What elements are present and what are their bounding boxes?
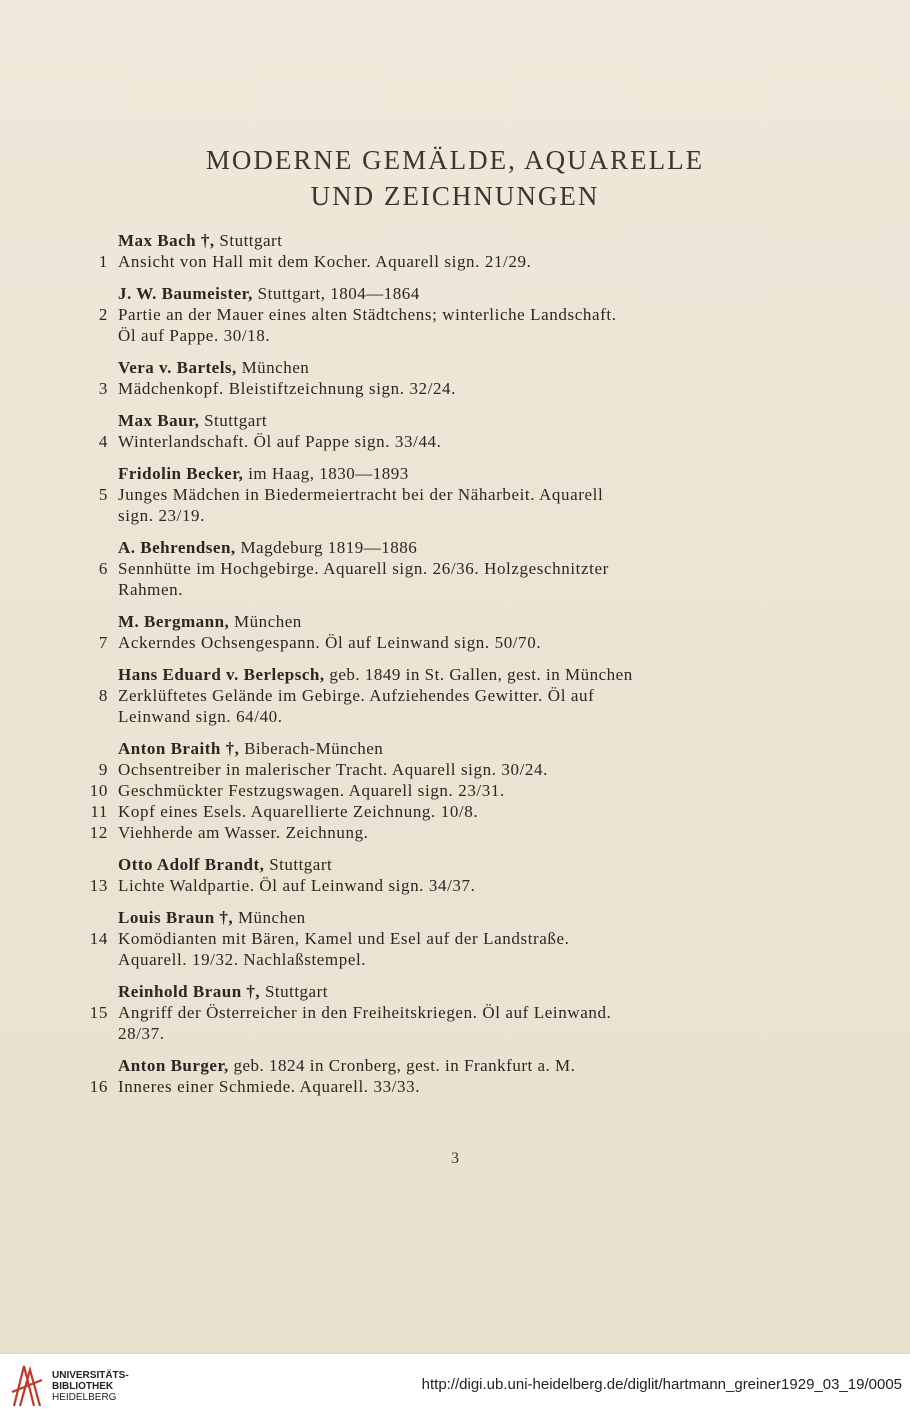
artist-heading [118, 357, 708, 378]
artist-name: Hans Eduard v. Berlepsch, [118, 665, 325, 684]
item-number: 2 [98, 305, 108, 324]
library-logo-text [52, 1370, 129, 1403]
artist-heading [118, 1055, 708, 1076]
item-number: 16 [89, 1077, 108, 1096]
item-number: 8 [98, 686, 108, 705]
item-number: 3 [98, 379, 108, 398]
artist-name: Louis Braun †, [118, 908, 234, 927]
catalog-item [90, 801, 708, 822]
item-description-line: Rahmen. [118, 580, 184, 599]
item-number: 14 [89, 929, 108, 948]
artist-name: Reinhold Braun †, [118, 982, 261, 1001]
artist-name: Otto Adolf Brandt, [118, 855, 265, 874]
catalog-item [89, 822, 708, 843]
item-description-line: Junges Mädchen in Biedermeiertracht bei der Näharbeit. Aquarell [118, 485, 604, 504]
artist-detail: Stuttgart, 1804—1864 [252, 284, 420, 303]
item-description-line: 28/37. [118, 1024, 165, 1043]
artist-heading [118, 410, 708, 431]
artist-heading [118, 738, 708, 759]
item-description-line: Ochsentreiber in malerischer Tracht. Aquarell sign. 30/24. [118, 760, 548, 779]
item-number: 15 [89, 1003, 108, 1022]
artist-detail: München [236, 358, 310, 377]
footer-bar [0, 1353, 910, 1419]
item-description-line: Kopf eines Esels. Aquarellierte Zeichnung. 10/8. [118, 802, 479, 821]
item-number: 12 [89, 823, 108, 842]
item-description-line: Winterlandschaft. Öl auf Pappe sign. 33/44. [118, 432, 442, 451]
artist-name: M. Bergmann, [118, 612, 230, 631]
artist-detail: Magdeburg 1819—1886 [235, 538, 418, 557]
item-description-line: sign. 23/19. [118, 506, 206, 525]
artist-name: Anton Burger, [118, 1056, 229, 1075]
artist-detail: Stuttgart [264, 855, 333, 874]
catalog-item [98, 759, 708, 780]
logo-line-1: UNIVERSITÄTS- [52, 1370, 129, 1381]
artist-detail: Stuttgart [214, 231, 283, 250]
catalog-item [89, 1002, 708, 1044]
artist-name: J. W. Baumeister, [118, 284, 253, 303]
catalog-item [89, 780, 708, 801]
artist-name: Max Bach †, [118, 231, 215, 250]
catalog-item [98, 484, 708, 526]
item-description-line: Öl auf Pappe. 30/18. [118, 326, 271, 345]
catalog-entries [89, 230, 708, 1097]
artist-heading [118, 981, 708, 1002]
artist-heading [118, 537, 708, 558]
artist-heading [118, 907, 708, 928]
item-description-line: Inneres einer Schmiede. Aquarell. 33/33. [118, 1077, 421, 1096]
item-description-line: Komödianten mit Bären, Kamel und Esel auf der Landstraße. [118, 929, 570, 948]
artist-name: Vera v. Bartels, [118, 358, 237, 377]
item-number: 6 [98, 559, 108, 578]
artist-detail: Stuttgart [260, 982, 328, 1001]
item-number: 9 [98, 760, 108, 779]
item-number: 7 [98, 633, 108, 652]
artist-detail: im Haag, 1830—1893 [243, 464, 409, 483]
item-description-line: Lichte Waldpartie. Öl auf Leinwand sign. 34/37. [118, 876, 476, 895]
item-description-line: Ackerndes Ochsengespann. Öl auf Leinwand sign. 50/70. [118, 633, 542, 652]
artist-name: Anton Braith †, [118, 739, 240, 758]
artist-heading [118, 463, 708, 484]
page-number: 3 [451, 1150, 459, 1167]
item-number: 5 [98, 485, 108, 504]
item-description-line: Angriff der Österreicher in den Freiheitskriegen. Öl auf Leinwand. [118, 1003, 612, 1022]
artist-name: Fridolin Becker, [118, 464, 244, 483]
item-description-line: Viehherde am Wasser. Zeichnung. [118, 823, 369, 842]
artist-detail: geb. 1849 in St. Gallen, gest. in München [324, 665, 633, 684]
artist-detail: Stuttgart [199, 411, 268, 430]
item-description-line: Partie an der Mauer eines alten Städtchens; winterliche Landschaft. [118, 305, 617, 324]
catalog-item [98, 304, 708, 346]
catalog-item [98, 632, 708, 653]
logo-line-3: HEIDELBERG [52, 1392, 117, 1403]
artist-name: Max Baur, [118, 411, 200, 430]
artist-heading [118, 230, 708, 251]
item-description-line: Mädchenkopf. Bleistiftzeichnung sign. 32/24. [118, 379, 457, 398]
catalog-item [89, 1076, 708, 1097]
catalog-item [89, 928, 708, 970]
catalog-item [98, 378, 708, 399]
logo-line-2: BIBLIOTHEK [52, 1381, 114, 1392]
artist-heading [118, 283, 708, 304]
item-description-line: Zerklüftetes Gelände im Gebirge. Aufziehendes Gewitter. Öl auf [118, 686, 595, 705]
item-description-line: Geschmückter Festzugswagen. Aquarell sign. 23/31. [118, 781, 505, 800]
library-logo-icon [10, 1362, 46, 1410]
item-number: 13 [89, 876, 108, 895]
item-number: 10 [89, 781, 108, 800]
source-url[interactable]: http://digi.ub.uni-heidelberg.de/diglit/hartmann_greiner1929_03_19/0005 [421, 1376, 902, 1393]
catalog-item [98, 431, 708, 452]
artist-detail: Biberach-München [239, 739, 384, 758]
catalog-item [89, 875, 708, 896]
item-description-line: Aquarell. 19/32. Nachlaßstempel. [118, 950, 367, 969]
catalog-item [98, 251, 708, 272]
item-number: 1 [98, 252, 108, 271]
artist-heading [118, 611, 708, 632]
item-number: 4 [98, 432, 108, 451]
artist-heading [118, 854, 708, 875]
title-line-2: UND ZEICHNUNGEN [310, 181, 600, 211]
artist-detail: geb. 1824 in Cronberg, gest. in Frankfurt a. M. [228, 1056, 576, 1075]
item-description-line: Leinwand sign. 64/40. [118, 707, 283, 726]
title-line-1: MODERNE GEMÄLDE, AQUARELLE [205, 145, 705, 175]
catalog-item [98, 558, 708, 600]
catalog-item [98, 685, 708, 727]
artist-heading [118, 664, 708, 685]
item-description-line: Ansicht von Hall mit dem Kocher. Aquarell sign. 21/29. [118, 252, 532, 271]
artist-name: A. Behrendsen, [118, 538, 236, 557]
item-description-line: Sennhütte im Hochgebirge. Aquarell sign. 26/36. Holzgeschnitzter [118, 559, 609, 578]
artist-detail: München [229, 612, 302, 631]
item-number: 11 [90, 802, 108, 821]
page-title [0, 142, 910, 214]
artist-detail: München [233, 908, 306, 927]
